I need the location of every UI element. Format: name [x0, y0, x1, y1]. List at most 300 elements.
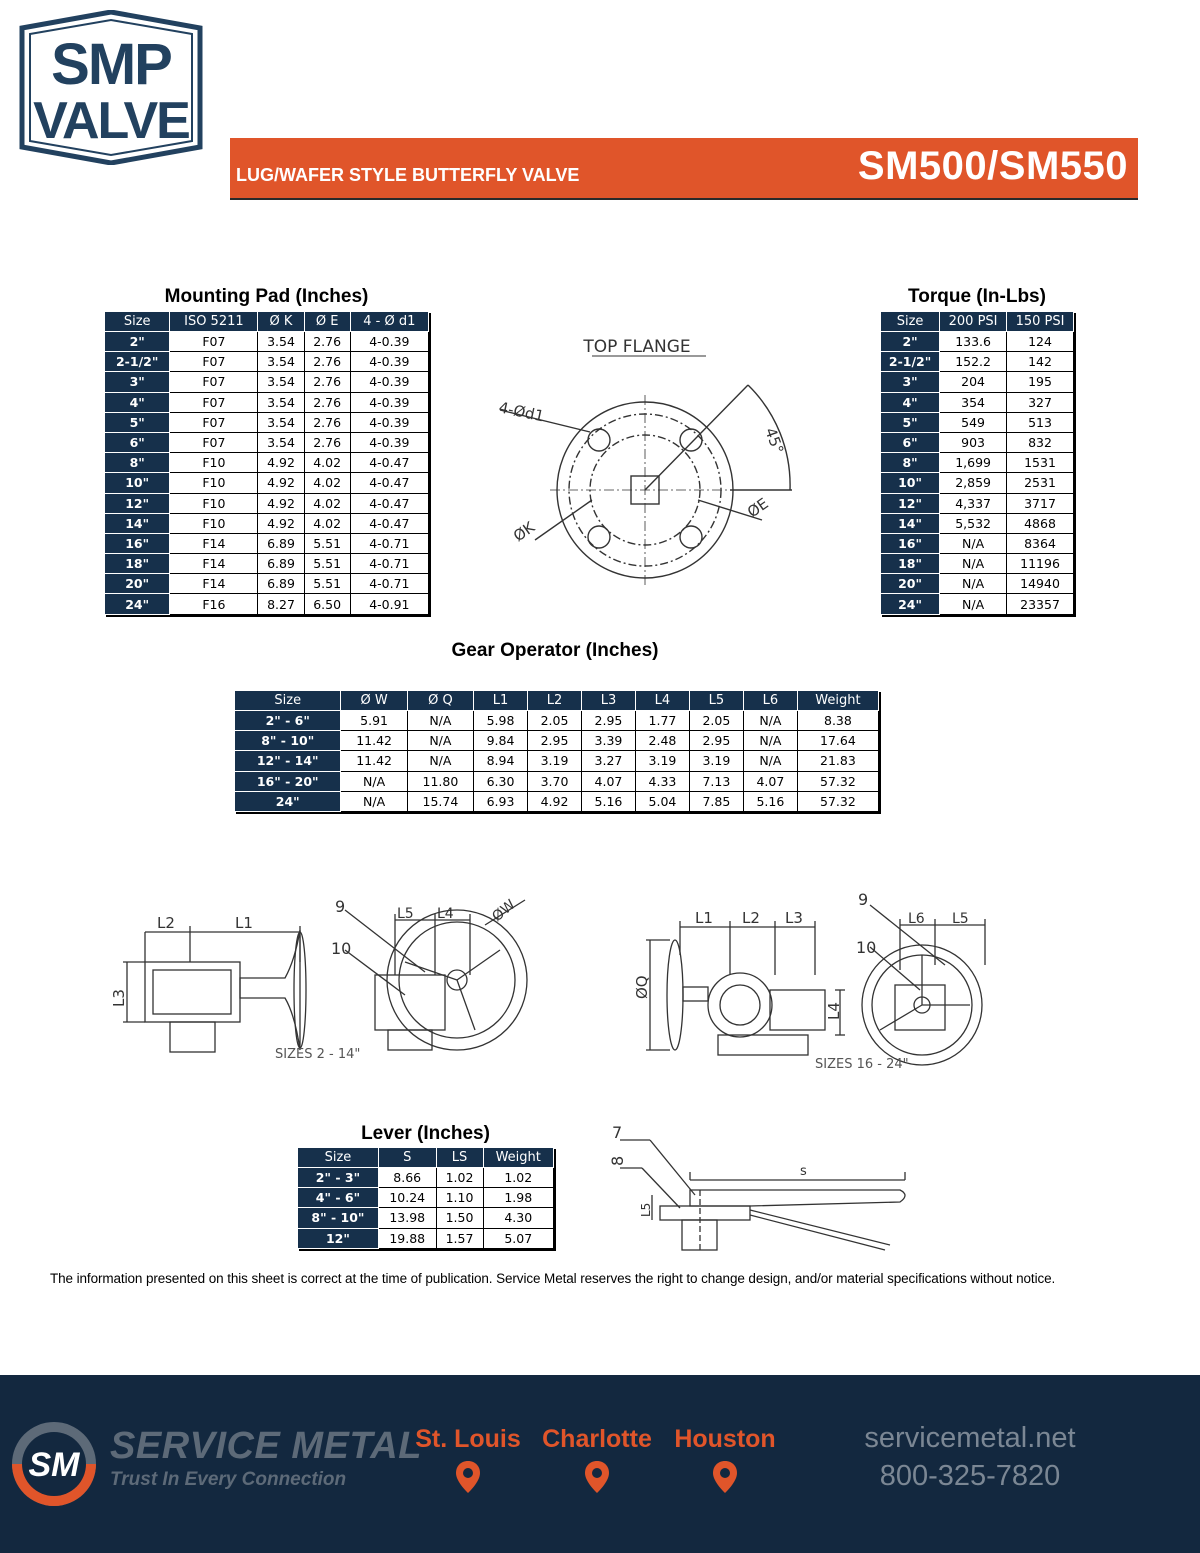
svg-text:ØE: ØE — [743, 494, 772, 522]
value-cell: 3.19 — [689, 751, 743, 771]
mounting-pad-table — [104, 311, 429, 615]
size-cell: 14" — [881, 513, 940, 533]
svg-text:4-Ød1: 4-Ød1 — [497, 398, 546, 426]
column-header: L1 — [474, 691, 528, 711]
table-row — [298, 1188, 554, 1208]
value-cell: 4-0.39 — [350, 392, 428, 412]
value-cell: 4.92 — [258, 453, 304, 473]
table-row — [881, 533, 1074, 553]
value-cell: 903 — [940, 432, 1007, 452]
table-row — [235, 771, 879, 791]
value-cell: N/A — [743, 731, 797, 751]
value-cell: 3.54 — [258, 392, 304, 412]
svg-text:ØQ: ØQ — [633, 975, 651, 999]
gear-operator-title: Gear Operator (Inches) — [451, 640, 659, 661]
table-row — [105, 594, 429, 614]
size-cell: 10" — [105, 473, 170, 493]
location-houston[interactable]: Houston — [665, 1425, 785, 1499]
value-cell: 1.98 — [483, 1188, 554, 1208]
size-cell: 2-1/2" — [881, 352, 940, 372]
value-cell: 23357 — [1007, 594, 1074, 614]
svg-text:L4: L4 — [825, 1002, 843, 1020]
value-cell: 19.88 — [378, 1228, 436, 1248]
value-cell: 2.76 — [304, 392, 350, 412]
svg-text:L3: L3 — [110, 989, 128, 1007]
size-cell: 8" — [881, 453, 940, 473]
value-cell: 1.57 — [436, 1228, 483, 1248]
table-row — [235, 751, 879, 771]
gear-drawing-small — [105, 890, 555, 1070]
column-header: L5 — [689, 691, 743, 711]
value-cell: 2.76 — [304, 412, 350, 432]
table-row — [881, 412, 1074, 432]
value-cell: 5.16 — [743, 791, 797, 811]
table-row — [881, 493, 1074, 513]
table-row — [105, 352, 429, 372]
table-row — [105, 554, 429, 574]
value-cell: 4-0.47 — [350, 473, 428, 493]
svg-text:L6: L6 — [908, 911, 925, 927]
value-cell: 7.85 — [689, 791, 743, 811]
size-cell: 16" - 20" — [235, 771, 341, 791]
value-cell: 5.04 — [635, 791, 689, 811]
value-cell: 204 — [940, 372, 1007, 392]
value-cell: 4.33 — [635, 771, 689, 791]
value-cell: 4.07 — [743, 771, 797, 791]
footer — [0, 1375, 1200, 1553]
value-cell: 3.54 — [258, 332, 304, 352]
torque-title: Torque (In-Lbs) — [908, 286, 1046, 307]
size-cell: 12" — [105, 493, 170, 513]
table-row — [235, 731, 879, 751]
value-cell: 21.83 — [797, 751, 878, 771]
value-cell: 4-0.39 — [350, 352, 428, 372]
value-cell: F14 — [170, 533, 258, 553]
svg-text:9: 9 — [335, 897, 346, 916]
value-cell: 4.07 — [581, 771, 635, 791]
column-header: Weight — [483, 1148, 554, 1168]
value-cell: 2.76 — [304, 352, 350, 372]
value-cell: 4.02 — [304, 453, 350, 473]
size-cell: 24" — [235, 791, 341, 811]
table-row — [235, 711, 879, 731]
size-cell: 16" — [881, 533, 940, 553]
svg-text:ØK: ØK — [509, 518, 539, 546]
column-header: L4 — [635, 691, 689, 711]
value-cell: 133.6 — [940, 332, 1007, 352]
table-row — [105, 533, 429, 553]
value-cell: 8.94 — [474, 751, 528, 771]
value-cell: 6.89 — [258, 574, 304, 594]
column-header: Size — [881, 312, 940, 332]
table-header-row — [105, 312, 429, 332]
svg-text:L5: L5 — [952, 911, 969, 927]
gear-caption-small: SIZES 2 - 14" — [275, 1047, 361, 1062]
value-cell: 3.19 — [528, 751, 582, 771]
value-cell: 3.54 — [258, 432, 304, 452]
value-cell: 5.98 — [474, 711, 528, 731]
table-header-row — [298, 1148, 554, 1168]
svg-text:L1: L1 — [695, 909, 713, 927]
svg-text:L5: L5 — [639, 1202, 653, 1217]
size-cell: 6" — [881, 432, 940, 452]
table-row — [105, 332, 429, 352]
value-cell: 2.05 — [689, 711, 743, 731]
value-cell: 3.54 — [258, 372, 304, 392]
value-cell: N/A — [407, 731, 473, 751]
table-row — [881, 453, 1074, 473]
value-cell: 8364 — [1007, 533, 1074, 553]
value-cell: 6.50 — [304, 594, 350, 614]
value-cell: 4.30 — [483, 1208, 554, 1228]
value-cell: F07 — [170, 372, 258, 392]
column-header: 150 PSI — [1007, 312, 1074, 332]
size-cell: 2" — [105, 332, 170, 352]
size-cell: 4" - 6" — [298, 1188, 379, 1208]
svg-text:L5: L5 — [397, 906, 414, 922]
table-row — [105, 453, 429, 473]
value-cell: 7.13 — [689, 771, 743, 791]
value-cell: 17.64 — [797, 731, 878, 751]
svg-text:8: 8 — [608, 1155, 627, 1166]
value-cell: 2.95 — [581, 711, 635, 731]
value-cell: 1.02 — [483, 1168, 554, 1188]
value-cell: 5.51 — [304, 554, 350, 574]
size-cell: 4" — [105, 392, 170, 412]
size-cell: 6" — [105, 432, 170, 452]
column-header: LS — [436, 1148, 483, 1168]
svg-text:45°: 45° — [761, 425, 788, 457]
svg-text:9: 9 — [858, 890, 869, 909]
value-cell: N/A — [940, 533, 1007, 553]
value-cell: 2.95 — [528, 731, 582, 751]
svg-text:L2: L2 — [157, 914, 175, 932]
value-cell: 8.66 — [378, 1168, 436, 1188]
table-row — [105, 574, 429, 594]
table-row — [105, 513, 429, 533]
size-cell: 5" — [105, 412, 170, 432]
value-cell: 4.92 — [258, 493, 304, 513]
value-cell: 4-0.71 — [350, 554, 428, 574]
svg-text:L2: L2 — [742, 909, 760, 927]
table-row — [105, 473, 429, 493]
size-cell: 18" — [105, 554, 170, 574]
value-cell: F14 — [170, 574, 258, 594]
value-cell: F07 — [170, 392, 258, 412]
table-row — [105, 432, 429, 452]
size-cell: 12" - 14" — [235, 751, 341, 771]
value-cell: 1,699 — [940, 453, 1007, 473]
value-cell: 549 — [940, 412, 1007, 432]
value-cell: 3.19 — [635, 751, 689, 771]
value-cell: F10 — [170, 453, 258, 473]
column-header: Weight — [797, 691, 878, 711]
table-row — [881, 372, 1074, 392]
svg-text:7: 7 — [612, 1123, 623, 1142]
column-header: Ø Q — [407, 691, 473, 711]
table-row — [881, 574, 1074, 594]
value-cell: N/A — [743, 711, 797, 731]
smp-valve-logo — [18, 10, 204, 165]
svg-text:10: 10 — [331, 939, 352, 958]
value-cell: F07 — [170, 352, 258, 372]
value-cell: 2.48 — [635, 731, 689, 751]
value-cell: 4868 — [1007, 513, 1074, 533]
value-cell: N/A — [743, 751, 797, 771]
value-cell: 2.76 — [304, 332, 350, 352]
value-cell: 2531 — [1007, 473, 1074, 493]
value-cell: 15.74 — [407, 791, 473, 811]
lever-title: Lever (Inches) — [361, 1123, 490, 1144]
column-header: Ø K — [258, 312, 304, 332]
svg-text:L3: L3 — [785, 909, 803, 927]
table-row — [881, 332, 1074, 352]
value-cell: 4-0.39 — [350, 372, 428, 392]
value-cell: 354 — [940, 392, 1007, 412]
table-row — [881, 513, 1074, 533]
table-row — [881, 392, 1074, 412]
value-cell: 5.51 — [304, 533, 350, 553]
value-cell: N/A — [940, 594, 1007, 614]
table-row — [105, 493, 429, 513]
location-st-louis[interactable]: St. Louis — [408, 1425, 528, 1499]
value-cell: 11.42 — [341, 731, 407, 751]
table-row — [105, 412, 429, 432]
table-row — [881, 432, 1074, 452]
size-cell: 18" — [881, 554, 940, 574]
table-row — [105, 372, 429, 392]
value-cell: N/A — [407, 751, 473, 771]
value-cell: 3717 — [1007, 493, 1074, 513]
value-cell: F07 — [170, 332, 258, 352]
table-header-row — [235, 691, 879, 711]
size-cell: 5" — [881, 412, 940, 432]
size-cell: 8" - 10" — [235, 731, 341, 751]
table-header-row — [881, 312, 1074, 332]
column-header: S — [378, 1148, 436, 1168]
brand-name: SERVICE METAL — [110, 1425, 422, 1467]
value-cell: 11.42 — [341, 751, 407, 771]
size-cell: 12" — [881, 493, 940, 513]
gear-caption-large: SIZES 16 - 24" — [815, 1057, 909, 1072]
mounting-pad-title: Mounting Pad (Inches) — [164, 286, 369, 307]
table-row — [298, 1208, 554, 1228]
table-row — [881, 554, 1074, 574]
value-cell: 6.93 — [474, 791, 528, 811]
value-cell: 4,337 — [940, 493, 1007, 513]
column-header: Size — [298, 1148, 379, 1168]
value-cell: 9.84 — [474, 731, 528, 751]
value-cell: 1.50 — [436, 1208, 483, 1228]
size-cell: 12" — [298, 1228, 379, 1248]
svg-text:SM: SM — [28, 1446, 80, 1484]
value-cell: 1.02 — [436, 1168, 483, 1188]
table-row — [298, 1168, 554, 1188]
value-cell: 10.24 — [378, 1188, 436, 1208]
value-cell: 4-0.39 — [350, 332, 428, 352]
table-row — [235, 791, 879, 811]
brand-tagline: Trust In Every Connection — [110, 1469, 347, 1490]
value-cell: 5.51 — [304, 574, 350, 594]
value-cell: 4-0.71 — [350, 533, 428, 553]
value-cell: 6.89 — [258, 554, 304, 574]
top-flange-drawing — [490, 330, 820, 605]
value-cell: N/A — [341, 791, 407, 811]
value-cell: 4.92 — [258, 513, 304, 533]
value-cell: 3.70 — [528, 771, 582, 791]
gear-drawing-large — [630, 885, 1010, 1075]
table-row — [881, 594, 1074, 614]
column-header: 200 PSI — [940, 312, 1007, 332]
value-cell: 4.92 — [528, 791, 582, 811]
svg-text:10: 10 — [856, 938, 877, 957]
column-header: Size — [105, 312, 170, 332]
lever-table — [297, 1147, 554, 1249]
value-cell: 5.91 — [341, 711, 407, 731]
value-cell: F10 — [170, 473, 258, 493]
value-cell: 152.2 — [940, 352, 1007, 372]
value-cell: 5.07 — [483, 1228, 554, 1248]
size-cell: 4" — [881, 392, 940, 412]
size-cell: 24" — [105, 594, 170, 614]
table-row — [105, 392, 429, 412]
value-cell: F07 — [170, 412, 258, 432]
size-cell: 2" — [881, 332, 940, 352]
value-cell: 5,532 — [940, 513, 1007, 533]
product-subtitle: LUG/WAFER STYLE BUTTERFLY VALVE — [236, 165, 580, 185]
size-cell: 3" — [881, 372, 940, 392]
value-cell: N/A — [940, 554, 1007, 574]
disclaimer: The information presented on this sheet is correct at the time of publication. Service Metal reserves the right to change design, and/or material specifications without notice. — [50, 1271, 1056, 1286]
value-cell: 57.32 — [797, 771, 878, 791]
map-pin-icon — [584, 1460, 610, 1494]
value-cell: 3.39 — [581, 731, 635, 751]
lever-drawing — [600, 1120, 920, 1260]
value-cell: 8.38 — [797, 711, 878, 731]
value-cell: 2.76 — [304, 372, 350, 392]
value-cell: N/A — [940, 574, 1007, 594]
column-header: Ø W — [341, 691, 407, 711]
size-cell: 8" - 10" — [298, 1208, 379, 1228]
svg-text:SMP: SMP — [51, 32, 171, 97]
value-cell: 4-0.91 — [350, 594, 428, 614]
value-cell: 4.02 — [304, 473, 350, 493]
value-cell: 2.76 — [304, 432, 350, 452]
value-cell: F10 — [170, 513, 258, 533]
value-cell: N/A — [407, 711, 473, 731]
value-cell: 513 — [1007, 412, 1074, 432]
sm-logo-icon — [10, 1420, 98, 1508]
size-cell: 3" — [105, 372, 170, 392]
phone-number[interactable]: 800-325-7820 — [879, 1460, 1061, 1492]
value-cell: 1.77 — [635, 711, 689, 731]
location-charlotte[interactable]: Charlotte — [537, 1425, 657, 1499]
size-cell: 2" - 3" — [298, 1168, 379, 1188]
table-row — [881, 473, 1074, 493]
value-cell: F16 — [170, 594, 258, 614]
column-header: L2 — [528, 691, 582, 711]
value-cell: 4.02 — [304, 493, 350, 513]
svg-text:VALVE: VALVE — [33, 92, 189, 150]
value-cell: N/A — [341, 771, 407, 791]
svg-text:L4: L4 — [437, 906, 454, 922]
svg-text:L1: L1 — [235, 914, 253, 932]
value-cell: 4.92 — [258, 473, 304, 493]
value-cell: 1.10 — [436, 1188, 483, 1208]
value-cell: 832 — [1007, 432, 1074, 452]
size-cell: 20" — [105, 574, 170, 594]
size-cell: 10" — [881, 473, 940, 493]
value-cell: 195 — [1007, 372, 1074, 392]
value-cell: 1531 — [1007, 453, 1074, 473]
table-row — [881, 352, 1074, 372]
value-cell: 6.30 — [474, 771, 528, 791]
value-cell: 2.05 — [528, 711, 582, 731]
column-header: 4 - Ø d1 — [350, 312, 428, 332]
value-cell: 327 — [1007, 392, 1074, 412]
size-cell: 24" — [881, 594, 940, 614]
value-cell: 3.54 — [258, 352, 304, 372]
value-cell: 2.95 — [689, 731, 743, 751]
value-cell: 57.32 — [797, 791, 878, 811]
size-cell: 2-1/2" — [105, 352, 170, 372]
value-cell: F14 — [170, 554, 258, 574]
website-link[interactable]: servicemetal.net — [864, 1422, 1076, 1454]
value-cell: 4-0.47 — [350, 493, 428, 513]
value-cell: 4-0.47 — [350, 513, 428, 533]
value-cell: 11.80 — [407, 771, 473, 791]
value-cell: F10 — [170, 493, 258, 513]
value-cell: 142 — [1007, 352, 1074, 372]
value-cell: F07 — [170, 432, 258, 452]
value-cell: 3.27 — [581, 751, 635, 771]
value-cell: 14940 — [1007, 574, 1074, 594]
value-cell: 4.02 — [304, 513, 350, 533]
value-cell: 4-0.39 — [350, 432, 428, 452]
torque-table — [880, 311, 1074, 615]
gear-operator-table — [234, 690, 879, 812]
value-cell: 11196 — [1007, 554, 1074, 574]
column-header: L6 — [743, 691, 797, 711]
column-header: Size — [235, 691, 341, 711]
size-cell: 16" — [105, 533, 170, 553]
size-cell: 14" — [105, 513, 170, 533]
size-cell: 20" — [881, 574, 940, 594]
value-cell: 13.98 — [378, 1208, 436, 1228]
value-cell: 4-0.39 — [350, 412, 428, 432]
value-cell: 4-0.47 — [350, 453, 428, 473]
value-cell: 3.54 — [258, 412, 304, 432]
value-cell: 2,859 — [940, 473, 1007, 493]
svg-text:ØW: ØW — [489, 896, 519, 926]
title-banner — [230, 138, 1138, 200]
top-flange-label: TOP FLANGE — [583, 337, 691, 357]
product-model: SM500/SM550 — [857, 144, 1128, 188]
column-header: ISO 5211 — [170, 312, 258, 332]
value-cell: 5.16 — [581, 791, 635, 811]
svg-text:s: s — [800, 1164, 807, 1179]
column-header: L3 — [581, 691, 635, 711]
value-cell: 6.89 — [258, 533, 304, 553]
size-cell: 2" - 6" — [235, 711, 341, 731]
value-cell: 4-0.71 — [350, 574, 428, 594]
map-pin-icon — [455, 1460, 481, 1494]
column-header: Ø E — [304, 312, 350, 332]
value-cell: 8.27 — [258, 594, 304, 614]
map-pin-icon — [712, 1460, 738, 1494]
value-cell: 124 — [1007, 332, 1074, 352]
size-cell: 8" — [105, 453, 170, 473]
